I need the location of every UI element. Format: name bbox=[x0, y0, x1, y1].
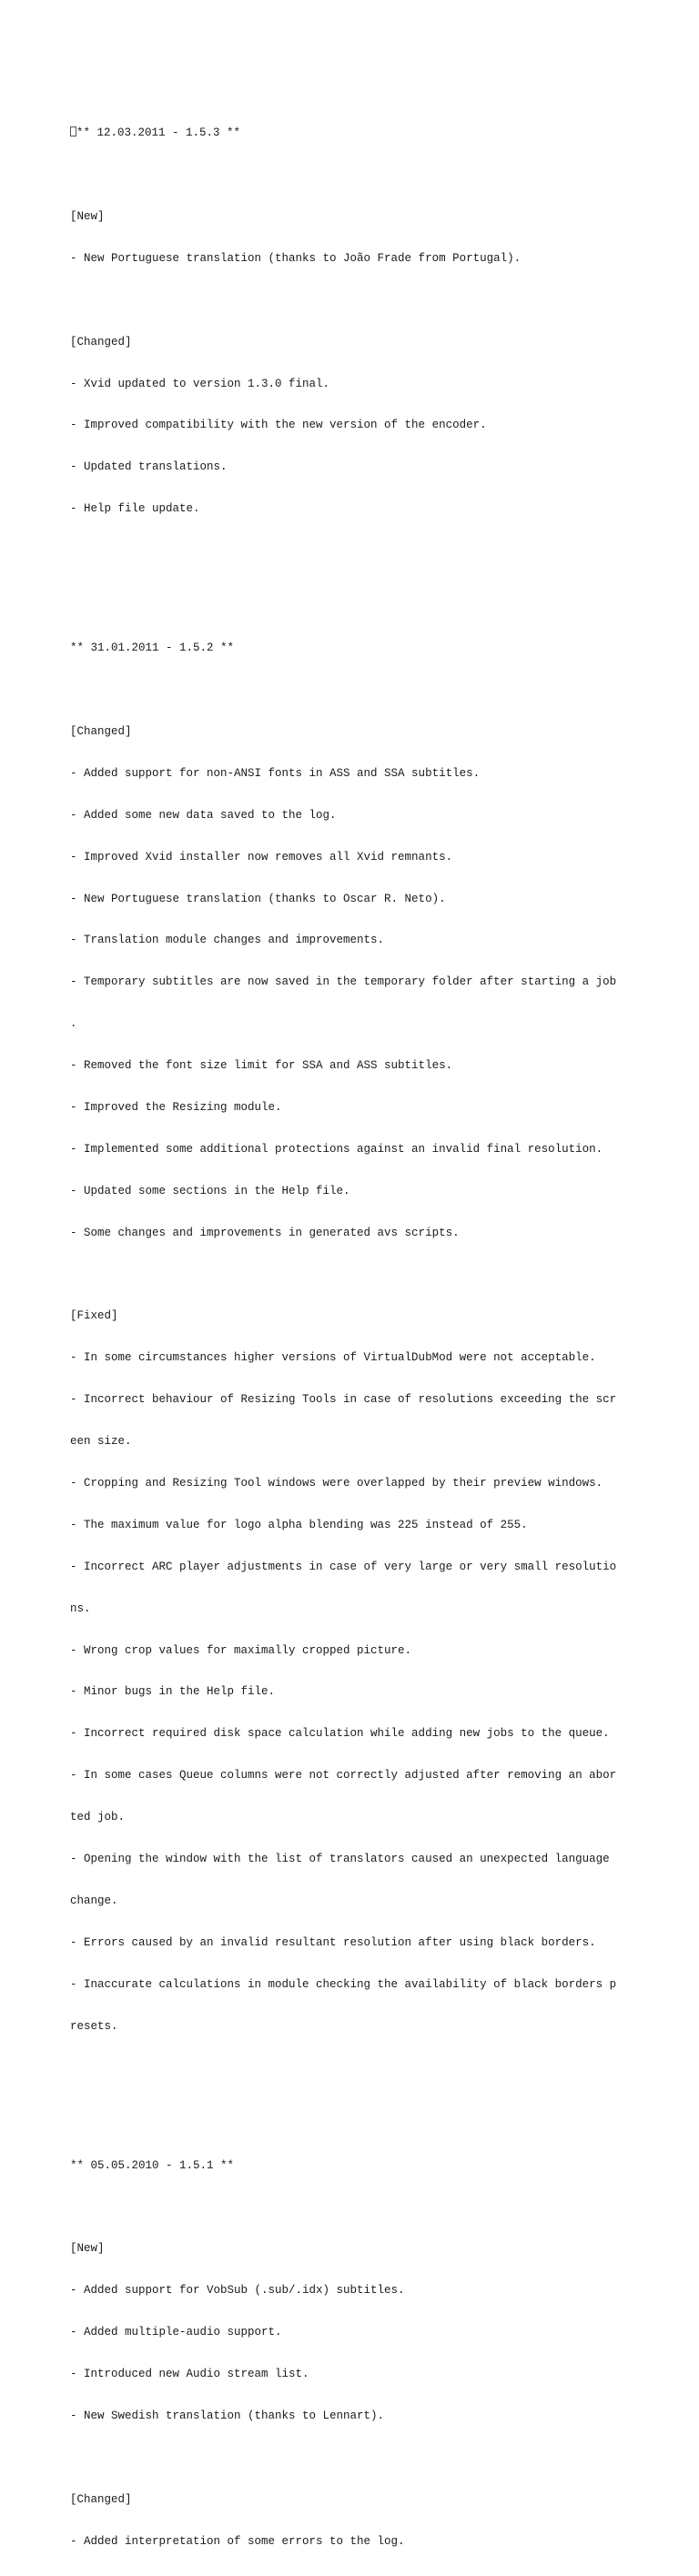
change-line: - Improved compatibility with the new version of the encoder. bbox=[70, 419, 487, 432]
group-label: [Changed] bbox=[70, 724, 132, 738]
group-label: [Fixed] bbox=[70, 1309, 118, 1323]
change-line: - Introduced new Audio stream list. bbox=[70, 2367, 309, 2380]
change-line: - Incorrect behaviour of Resizing Tools in case of resolutions exceeding the scr bbox=[70, 1393, 617, 1407]
change-line: - Improved the Resizing module. bbox=[70, 1100, 282, 1114]
version-header: ** 31.01.2011 - 1.5.2 ** bbox=[70, 641, 235, 655]
change-line: - Errors caused by an invalid resultant resolution after using black borders. bbox=[70, 1935, 596, 1949]
change-line: een size. bbox=[70, 1435, 132, 1449]
change-line: - Improved Xvid installer now removes all Xvid remnants. bbox=[70, 850, 453, 864]
change-line: - Incorrect required disk space calculation while adding new jobs to the queue. bbox=[70, 1727, 610, 1741]
change-line: - Cropping and Resizing Tool windows were overlapped by their preview windows. bbox=[70, 1476, 603, 1490]
change-line: - The maximum value for logo alpha blending was 225 instead of 255. bbox=[70, 1518, 528, 1531]
change-line: - Temporary subtitles are now saved in the temporary folder after starting a job bbox=[70, 975, 617, 989]
changelog-document bbox=[70, 71, 689, 2576]
version-header: ** 12.03.2011 - 1.5.3 ** bbox=[70, 126, 689, 140]
group-label: [New] bbox=[70, 2242, 105, 2256]
change-line: - Xvid updated to version 1.3.0 final. bbox=[70, 377, 330, 390]
change-line: - Removed the font size limit for SSA and ASS subtitles. bbox=[70, 1059, 453, 1073]
change-line: - Minor bugs in the Help file. bbox=[70, 1685, 276, 1699]
change-line: - Incorrect ARC player adjustments in case of very large or very small resolutio bbox=[70, 1560, 617, 1573]
change-line: - Some changes and improvements in generated avs scripts. bbox=[70, 1226, 460, 1239]
change-line: - Help file update. bbox=[70, 502, 200, 516]
change-line: - New Swedish translation (thanks to Lennart). bbox=[70, 2409, 385, 2422]
change-line: change. bbox=[70, 1894, 118, 1907]
change-line: - Updated translations. bbox=[70, 460, 228, 474]
change-line: - New Portuguese translation (thanks to Oscar R. Neto). bbox=[70, 892, 446, 905]
change-line: - Updated some sections in the Help file. bbox=[70, 1184, 350, 1197]
group-label: [Changed] bbox=[70, 2492, 132, 2506]
change-line: - In some circumstances higher versions of VirtualDubMod were not acceptable. bbox=[70, 1351, 596, 1365]
version-header: ** 05.05.2010 - 1.5.1 ** bbox=[70, 2158, 235, 2172]
change-line: - Added support for VobSub (.sub/.idx) subtitles. bbox=[70, 2284, 405, 2298]
change-line: ted job. bbox=[70, 1811, 126, 1824]
change-line: . bbox=[70, 1017, 77, 1031]
change-line: - Added support for non-ANSI fonts in ASS and SSA subtitles. bbox=[70, 766, 481, 780]
change-line: - Translation module changes and improvements. bbox=[70, 934, 385, 947]
change-line: - Wrong crop values for maximally cropped picture. bbox=[70, 1643, 412, 1657]
change-line: ns. bbox=[70, 1601, 91, 1615]
change-line: - Added some new data saved to the log. bbox=[70, 808, 337, 822]
change-line: - Inaccurate calculations in module checking the availability of black borders p bbox=[70, 1977, 617, 1991]
group-label: [New] bbox=[70, 209, 105, 223]
change-line: - Implemented some additional protections against an invalid final resolution. bbox=[70, 1142, 603, 1156]
bom-glyph-icon bbox=[70, 126, 76, 136]
change-line: - Added interpretation of some errors to the log. bbox=[70, 2534, 405, 2548]
change-line: - New Portuguese translation (thanks to João Frade from Portugal). bbox=[70, 251, 522, 265]
change-line: - Opening the window with the list of translators caused an unexpected language bbox=[70, 1853, 610, 1865]
change-line: resets. bbox=[70, 2019, 118, 2033]
change-line: - Added multiple-audio support. bbox=[70, 2326, 282, 2339]
group-label: [Changed] bbox=[70, 335, 132, 349]
change-line: - In some cases Queue columns were not correctly adjusted after removing an abor bbox=[70, 1769, 617, 1783]
